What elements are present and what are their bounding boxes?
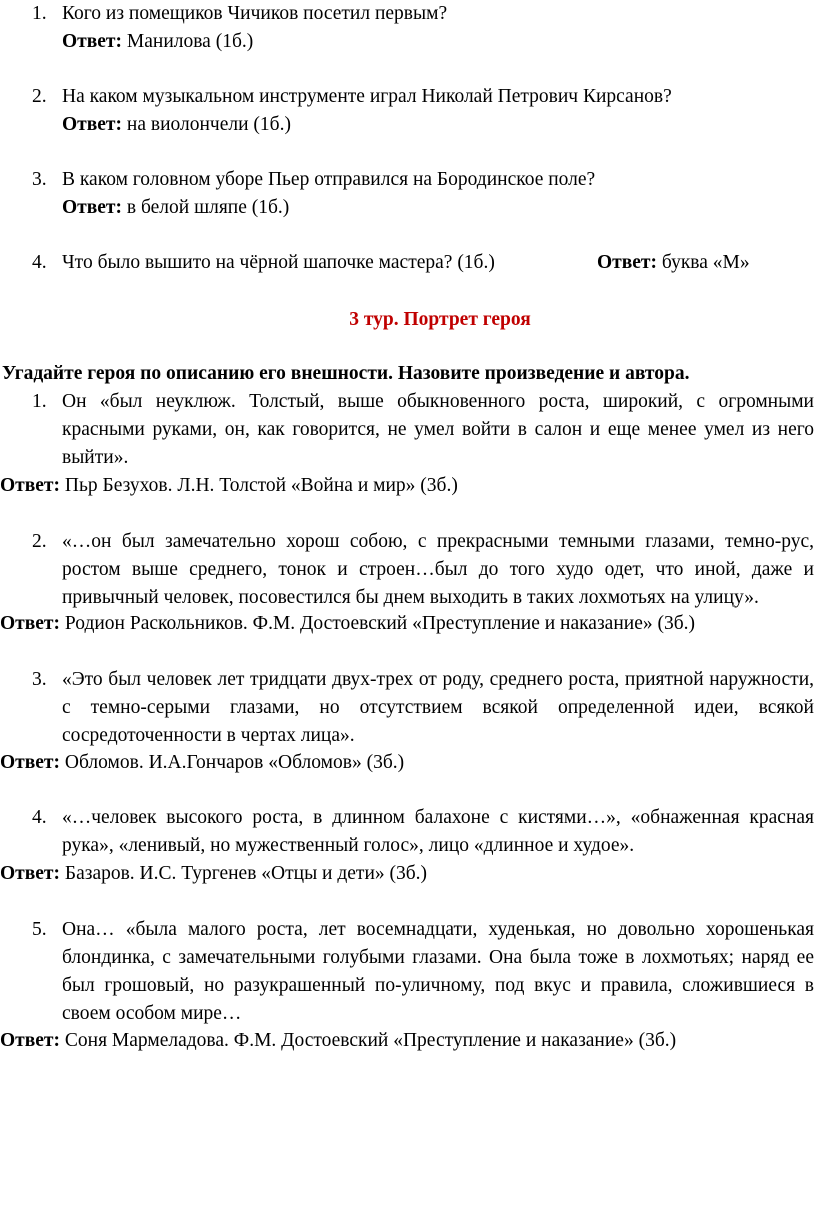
portrait-number: 3. [32,669,47,690]
answer-label: Ответ: [62,31,123,52]
question-text: На каком музыкальном инструменте играл Николай Петрович Кирсанов? [62,86,672,107]
portrait-description-1: Он «был неуклюж. Толстый, выше обыкновенного роста, широкий, с огромными красными руками, он, как говорится, не умел войти в салон и еще менее умел из него выйти». [62,391,814,468]
question-number: 3. [32,169,47,190]
answer-text: Пьр Безухов. Л.Н. Толстой «Война и мир» (3б.) [64,475,458,496]
portrait-answer-2 [0,610,695,638]
answer-text: Базаров. И.С. Тургенев «Отцы и дети» (3б.) [64,863,428,884]
question-text: В каком головном уборе Пьер отправился на Бородинское поле? [62,169,596,190]
answer-text: Обломов. И.А.Гончаров «Обломов» (3б.) [64,752,405,773]
answer-text: на виолончели (1б.) [126,114,291,135]
answer-text: в белой шляпе (1б.) [126,197,290,218]
answer-text: Родион Раскольников. Ф.М. Достоевский «Преступление и наказание» (3б.) [64,613,696,634]
portrait-number: 1. [32,391,47,412]
portrait-answer-1 [0,472,458,500]
answer-label: Ответ: [62,197,123,218]
answer-label: Ответ: [0,613,61,634]
answer-text: буква «М» [661,252,750,273]
instruction: Угадайте героя по описанию его внешности. Назовите произведение и автора. [2,363,690,384]
portrait-number: 4. [32,807,47,828]
question-number: 1. [32,3,47,24]
answer-label: Ответ: [62,114,123,135]
question-text: Кого из помещиков Чичиков посетил первым? [62,3,448,24]
answer-line [62,194,289,222]
answer-label: Ответ: [0,752,61,773]
portrait-number: 5. [32,919,47,940]
portrait-answer-4 [0,860,427,888]
answer-label: Ответ: [0,1030,61,1051]
section-title: 3 тур. Портрет героя [349,309,531,330]
answer-line [62,111,291,139]
question-number: 2. [32,86,47,107]
portrait-number: 2. [32,531,47,552]
answer-label: Ответ: [0,863,61,884]
portrait-answer-5 [0,1027,676,1055]
portrait-description-5: Она… «была малого роста, лет восемнадцати, худенькая, но довольно хорошенькая блондинка, с замечательными голубыми глазами. Она была тоже в лохмотьях; наряд ее был грошовый, но разукрашенный по-уличному, под вкус и правила, сложившиеся в своем особом мире… [62,919,814,1024]
portrait-answer-3 [0,749,404,777]
portrait-description-2: «…он был замечательно хорош собою, с прекрасными темными глазами, темно-рус, ростом выше среднего, тонок и строен…был до того худо одет, что иной, даже и привычный человек, посовестился бы днем выходить в таких лохмотьях на улицу». [62,531,814,608]
answer-text: Соня Мармеладова. Ф.М. Достоевский «Преступление и наказание» (3б.) [64,1030,677,1051]
question-number: 4. [32,252,47,273]
answer-text: Манилова (1б.) [126,31,254,52]
portrait-description-4: «…человек высокого роста, в длинном балахоне с кистями…», «обнаженная красная рука», «ленивый, но мужественный голос», лицо «длинное и худое». [62,807,814,856]
answer-line [597,249,750,277]
question-text: Что было вышито на чёрной шапочке мастера? (1б.) [62,252,495,273]
portrait-description-3: «Это был человек лет тридцати двух-трех от роду, среднего роста, приятной наружности, с темно-серыми глазами, но отсутствием всякой определенной идеи, всякой сосредоточенности в чертах лица». [62,669,814,746]
answer-label: Ответ: [597,252,658,273]
answer-label: Ответ: [0,475,61,496]
answer-line [62,28,253,56]
